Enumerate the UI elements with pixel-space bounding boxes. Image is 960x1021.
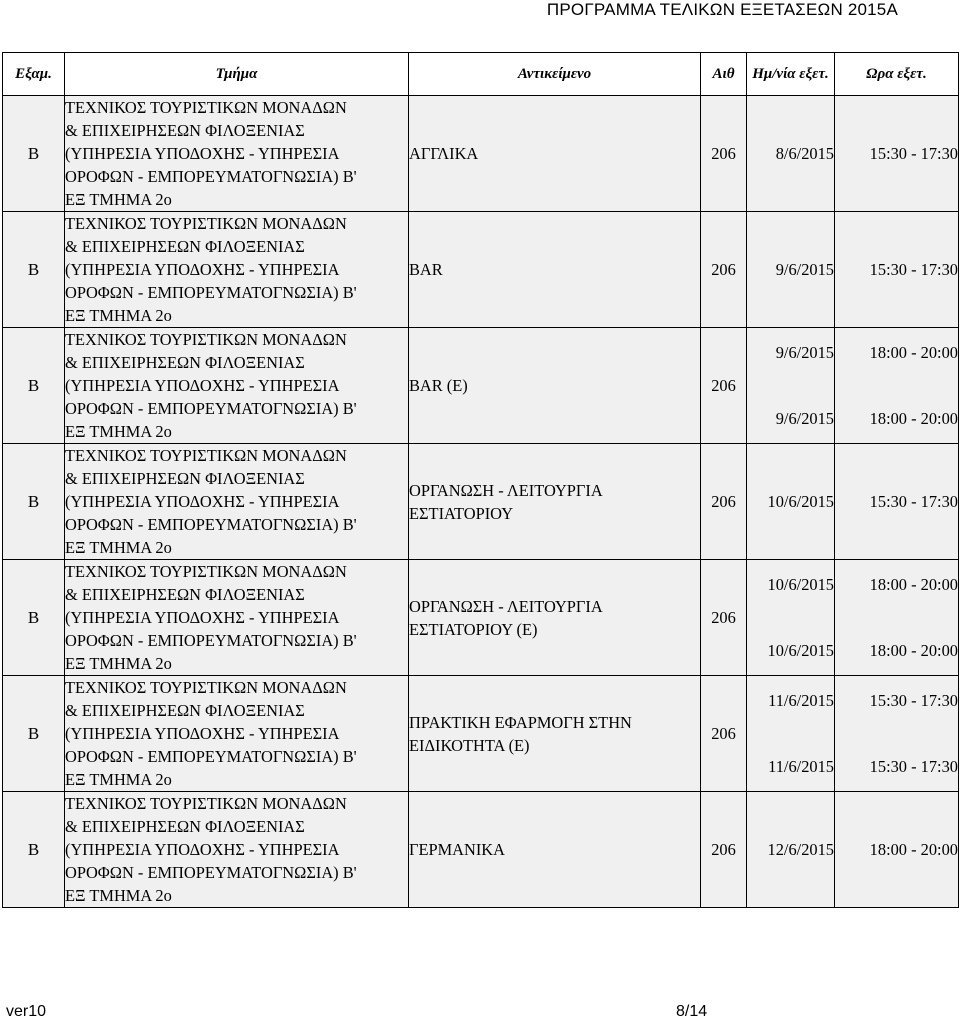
cell-period: [3, 212, 65, 328]
table-row: [3, 560, 959, 676]
column-header-department: Τμήμα: [65, 53, 409, 96]
table-row: [3, 328, 959, 444]
department-line: & ΕΠΙΧΕΙΡΗΣΕΩΝ ΦΙΛΟΞΕΝΙΑΣ: [65, 237, 305, 256]
cell-room: [701, 212, 747, 328]
cell-date: [747, 212, 835, 328]
department-line: & ΕΠΙΧΕΙΡΗΣΕΩΝ ΦΙΛΟΞΕΝΙΑΣ: [65, 817, 305, 836]
cell-time: [835, 96, 959, 212]
exam-date: 9/6/2015: [775, 342, 834, 362]
cell-period: [3, 560, 65, 676]
department-line: ΟΡΟΦΩΝ - ΕΜΠΟΡΕΥΜΑΤΟΓΝΩΣΙΑ) Β': [65, 631, 357, 650]
column-header-room: Αιθ: [701, 53, 747, 96]
cell-date: [747, 444, 835, 560]
cell-date: [747, 96, 835, 212]
department-line: & ΕΠΙΧΕΙΡΗΣΕΩΝ ΦΙΛΟΞΕΝΙΑΣ: [65, 469, 305, 488]
department-line: ΕΞ ΤΜΗΜΑ 2ο: [65, 654, 172, 673]
version-label: ver10: [6, 1003, 47, 1020]
cell-subject: [409, 212, 701, 328]
exam-time: 18:00 - 20:00: [869, 342, 958, 362]
exam-date: 8/6/2015: [775, 143, 834, 163]
table-body: [3, 96, 959, 908]
cell-subject: [409, 328, 701, 444]
department-line: & ΕΠΙΧΕΙΡΗΣΕΩΝ ΦΙΛΟΞΕΝΙΑΣ: [65, 701, 305, 720]
exam-date: 9/6/2015: [775, 259, 834, 279]
cell-subject: [409, 560, 701, 676]
period-value: Β: [27, 491, 40, 511]
period-value: Β: [27, 607, 40, 627]
exam-time: 15:30 - 17:30: [869, 756, 958, 776]
cell-time: [835, 792, 959, 908]
exam-time: 15:30 - 17:30: [869, 491, 958, 511]
cell-department: [65, 96, 409, 212]
department-line: ΕΞ ΤΜΗΜΑ 2ο: [65, 306, 172, 325]
department-line: (ΥΠΗΡΕΣΙΑ ΥΠΟΔΟΧΗΣ - ΥΠΗΡΕΣΙΑ: [65, 724, 340, 743]
cell-period: [3, 444, 65, 560]
cell-date: [747, 328, 835, 444]
department-line: ΤΕΧΝΙΚΟΣ ΤΟΥΡΙΣΤΙΚΩΝ ΜΟΝΑΔΩΝ: [65, 562, 347, 581]
cell-date: [747, 560, 835, 676]
department-line: ΤΕΧΝΙΚΟΣ ΤΟΥΡΙΣΤΙΚΩΝ ΜΟΝΑΔΩΝ: [65, 330, 347, 349]
cell-department: [65, 792, 409, 908]
department-line: ΟΡΟΦΩΝ - ΕΜΠΟΡΕΥΜΑΤΟΓΝΩΣΙΑ) Β': [65, 863, 357, 882]
room-value: 206: [711, 375, 736, 395]
exam-time: 18:00 - 20:00: [869, 640, 958, 660]
cell-time: [835, 212, 959, 328]
period-value: Β: [27, 143, 40, 163]
cell-time: [835, 328, 959, 444]
cell-subject: [409, 792, 701, 908]
cell-date: [747, 676, 835, 792]
cell-period: [3, 96, 65, 212]
department-line: ΟΡΟΦΩΝ - ΕΜΠΟΡΕΥΜΑΤΟΓΝΩΣΙΑ) Β': [65, 167, 357, 186]
department-line: (ΥΠΗΡΕΣΙΑ ΥΠΟΔΟΧΗΣ - ΥΠΗΡΕΣΙΑ: [65, 376, 340, 395]
column-header-date: Ημ/νία εξετ.: [747, 53, 835, 96]
cell-time: [835, 444, 959, 560]
table-row: [3, 444, 959, 560]
exam-date: 10/6/2015: [767, 640, 834, 660]
department-line: (ΥΠΗΡΕΣΙΑ ΥΠΟΔΟΧΗΣ - ΥΠΗΡΕΣΙΑ: [65, 260, 340, 279]
department-line: (ΥΠΗΡΕΣΙΑ ΥΠΟΔΟΧΗΣ - ΥΠΗΡΕΣΙΑ: [65, 492, 340, 511]
cell-room: [701, 328, 747, 444]
department-line: (ΥΠΗΡΕΣΙΑ ΥΠΟΔΟΧΗΣ - ΥΠΗΡΕΣΙΑ: [65, 840, 340, 859]
subject-line: ΟΡΓΑΝΩΣΗ - ΛΕΙΤΟΥΡΓΙΑ: [409, 480, 603, 500]
department-line: ΤΕΧΝΙΚΟΣ ΤΟΥΡΙΣΤΙΚΩΝ ΜΟΝΑΔΩΝ: [65, 446, 347, 465]
period-value: Β: [27, 723, 40, 743]
cell-department: [65, 676, 409, 792]
cell-time: [835, 560, 959, 676]
department-line: & ΕΠΙΧΕΙΡΗΣΕΩΝ ΦΙΛΟΞΕΝΙΑΣ: [65, 353, 305, 372]
room-value: 206: [711, 143, 736, 163]
cell-room: [701, 792, 747, 908]
cell-room: [701, 444, 747, 560]
cell-department: [65, 444, 409, 560]
department-line: ΤΕΧΝΙΚΟΣ ΤΟΥΡΙΣΤΙΚΩΝ ΜΟΝΑΔΩΝ: [65, 678, 347, 697]
exam-date: 9/6/2015: [775, 408, 834, 428]
table-row: [3, 212, 959, 328]
department-line: & ΕΠΙΧΕΙΡΗΣΕΩΝ ΦΙΛΟΞΕΝΙΑΣ: [65, 585, 305, 604]
page-title: ΠΡΟΓΡΑΜΜΑ ΤΕΛΙΚΩΝ ΕΞΕΤΑΣΕΩΝ 2015Α: [546, 0, 898, 19]
table-row: [3, 96, 959, 212]
column-header-period: Εξαμ.: [3, 53, 65, 96]
period-value: Β: [27, 259, 40, 279]
cell-room: [701, 96, 747, 212]
department-line: (ΥΠΗΡΕΣΙΑ ΥΠΟΔΟΧΗΣ - ΥΠΗΡΕΣΙΑ: [65, 608, 340, 627]
subject-line: ΟΡΓΑΝΩΣΗ - ΛΕΙΤΟΥΡΓΙΑ: [409, 596, 603, 616]
cell-department: [65, 560, 409, 676]
subject-line: BAR: [409, 260, 443, 279]
exam-date: 10/6/2015: [767, 491, 834, 511]
table-row: [3, 676, 959, 792]
period-value: Β: [27, 375, 40, 395]
exam-time: 15:30 - 17:30: [869, 690, 958, 710]
exam-time: 15:30 - 17:30: [869, 143, 958, 163]
subject-line: ΠΡΑΚΤΙΚΗ ΕΦΑΡΜΟΓΗ ΣΤΗΝ: [409, 712, 632, 732]
cell-date: [747, 792, 835, 908]
exam-date: 12/6/2015: [767, 839, 834, 859]
exam-date: 10/6/2015: [767, 574, 834, 594]
column-header-subject: Αντικείμενο: [409, 53, 701, 96]
cell-period: [3, 328, 65, 444]
exam-time: 18:00 - 20:00: [869, 839, 958, 859]
department-line: ΤΕΧΝΙΚΟΣ ΤΟΥΡΙΣΤΙΚΩΝ ΜΟΝΑΔΩΝ: [65, 794, 347, 813]
room-value: 206: [711, 491, 736, 511]
department-line: ΕΞ ΤΜΗΜΑ 2ο: [65, 538, 172, 557]
subject-line: ΓΕΡΜΑΝΙΚΑ: [409, 840, 505, 859]
department-line: ΟΡΟΦΩΝ - ΕΜΠΟΡΕΥΜΑΤΟΓΝΩΣΙΑ) Β': [65, 399, 357, 418]
department-line: (ΥΠΗΡΕΣΙΑ ΥΠΟΔΟΧΗΣ - ΥΠΗΡΕΣΙΑ: [65, 144, 340, 163]
department-line: ΤΕΧΝΙΚΟΣ ΤΟΥΡΙΣΤΙΚΩΝ ΜΟΝΑΔΩΝ: [65, 214, 347, 233]
exam-time: 18:00 - 20:00: [869, 574, 958, 594]
exam-schedule-table: [2, 52, 959, 908]
cell-subject: [409, 96, 701, 212]
subject-line: ΕΣΤΙΑΤΟΡΙΟΥ: [409, 503, 514, 523]
department-line: ΟΡΟΦΩΝ - ΕΜΠΟΡΕΥΜΑΤΟΓΝΩΣΙΑ) Β': [65, 283, 357, 302]
table-row: [3, 792, 959, 908]
subject-line: ΕΙΔΙΚΟΤΗΤΑ (Ε): [409, 735, 530, 755]
exam-date: 11/6/2015: [768, 690, 834, 710]
cell-period: [3, 676, 65, 792]
cell-period: [3, 792, 65, 908]
subject-line: ΕΣΤΙΑΤΟΡΙΟΥ (Ε): [409, 619, 538, 639]
exam-time: 15:30 - 17:30: [869, 259, 958, 279]
department-line: ΤΕΧΝΙΚΟΣ ΤΟΥΡΙΣΤΙΚΩΝ ΜΟΝΑΔΩΝ: [65, 98, 347, 117]
table-header-row: [3, 53, 959, 96]
department-line: ΕΞ ΤΜΗΜΑ 2ο: [65, 770, 172, 789]
period-value: Β: [27, 839, 40, 859]
exam-time: 18:00 - 20:00: [869, 408, 958, 428]
cell-subject: [409, 444, 701, 560]
room-value: 206: [711, 607, 736, 627]
department-line: ΟΡΟΦΩΝ - ΕΜΠΟΡΕΥΜΑΤΟΓΝΩΣΙΑ) Β': [65, 515, 357, 534]
subject-line: ΑΓΓΛΙΚΑ: [409, 144, 479, 163]
cell-room: [701, 676, 747, 792]
room-value: 206: [711, 839, 736, 859]
room-value: 206: [711, 259, 736, 279]
exam-date: 11/6/2015: [768, 756, 834, 776]
department-line: ΟΡΟΦΩΝ - ΕΜΠΟΡΕΥΜΑΤΟΓΝΩΣΙΑ) Β': [65, 747, 357, 766]
page-number: 8/14: [676, 1003, 708, 1020]
room-value: 206: [711, 723, 736, 743]
subject-line: BAR (Ε): [409, 376, 468, 395]
department-line: & ΕΠΙΧΕΙΡΗΣΕΩΝ ΦΙΛΟΞΕΝΙΑΣ: [65, 121, 305, 140]
department-line: ΕΞ ΤΜΗΜΑ 2ο: [65, 886, 172, 905]
department-line: ΕΞ ΤΜΗΜΑ 2ο: [65, 190, 172, 209]
column-header-time: Ωρα εξετ.: [835, 53, 959, 96]
department-line: ΕΞ ΤΜΗΜΑ 2ο: [65, 422, 172, 441]
cell-time: [835, 676, 959, 792]
cell-department: [65, 328, 409, 444]
cell-subject: [409, 676, 701, 792]
cell-room: [701, 560, 747, 676]
cell-department: [65, 212, 409, 328]
